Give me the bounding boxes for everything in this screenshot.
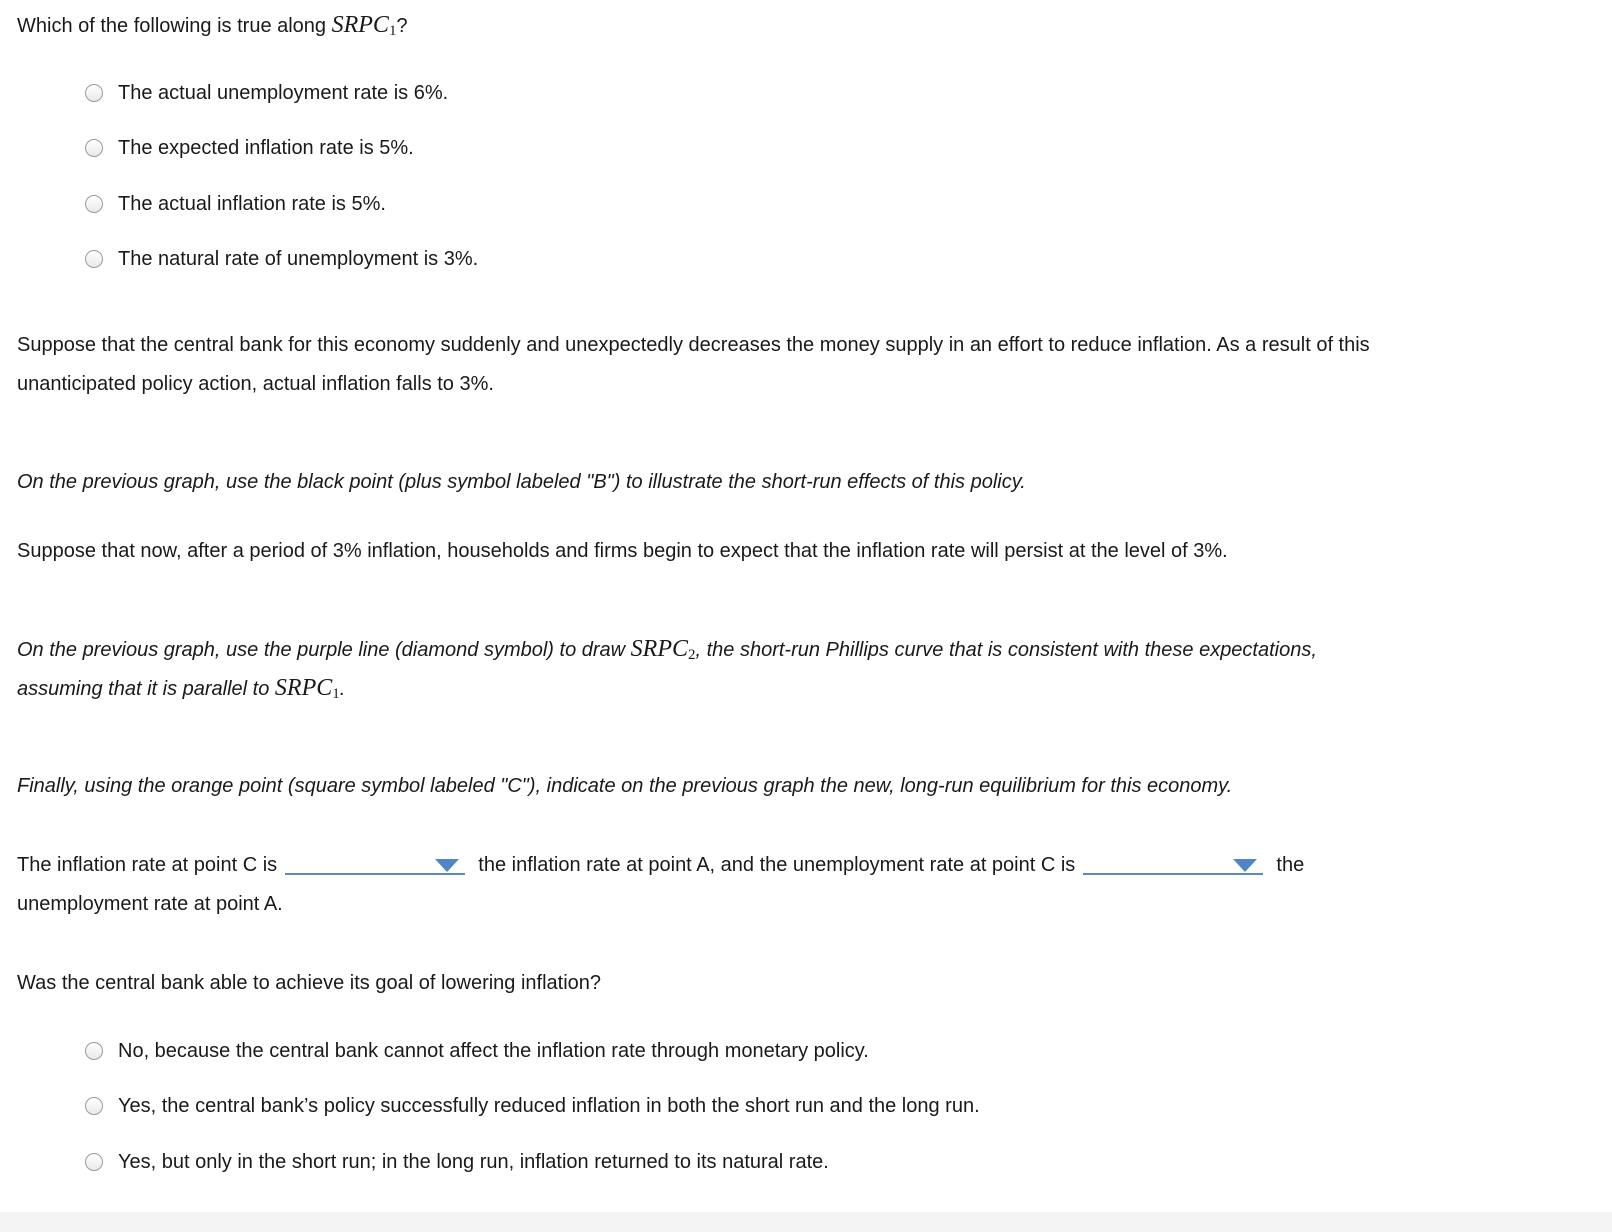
inflation-comparison-dropdown[interactable]: [285, 853, 465, 875]
instruction-point-b: On the previous graph, use the black point (plus symbol labeled "B") to illustrate the short-run effects of this policy.: [17, 471, 1026, 493]
q2-option-1[interactable]: [85, 1036, 869, 1066]
scenario-text-line-1: Suppose that the central bank for this economy suddenly and unexpectedly decreases the money supply in an effort to reduce inflation. As a result of this: [17, 334, 1370, 356]
srpc2-label: $SRPC_2$: [630, 636, 696, 663]
option-label: The expected inflation rate is 5%.: [118, 136, 414, 159]
unemployment-comparison-dropdown[interactable]: [1083, 853, 1263, 875]
comparison-line-1: The inflation rate at point C is the inflation rate at point A, and the unemployment rate at point C is the: [17, 854, 1305, 876]
comparison-line-2: unemployment rate at point A.: [17, 893, 283, 915]
scenario-text-line-2: unanticipated policy action, actual inflation falls to 3%.: [17, 373, 494, 395]
q1-option-2[interactable]: [85, 133, 414, 163]
option-label: No, because the central bank cannot affect the inflation rate through monetary policy.: [118, 1039, 869, 1062]
q1-option-4[interactable]: [85, 244, 478, 274]
instruction-srpc2-line-2: assuming that it is parallel to $SRPC_1$.: [17, 675, 346, 702]
page-bottom-edge: [0, 1212, 1612, 1232]
radio-button[interactable]: [85, 1097, 103, 1115]
option-label: Yes, the central bank’s policy successfully reduced inflation in both the short run and the long run.: [118, 1094, 980, 1117]
radio-button[interactable]: [85, 1042, 103, 1060]
option-label: The natural rate of unemployment is 3%.: [118, 247, 479, 270]
option-label: Yes, but only in the short run; in the long run, inflation returned to its natural rate.: [118, 1150, 829, 1173]
instruction-srpc2-line-1: On the previous graph, use the purple line (diamond symbol) to draw $SRPC_2$, the short-run Phillips curve that is consistent with these expectations,: [17, 636, 1317, 663]
q1-option-1[interactable]: [85, 78, 448, 108]
radio-button[interactable]: [85, 84, 103, 102]
question-1-prompt: Which of the following is true along $SRPC_1$?: [17, 12, 408, 39]
question-2-prompt: Was the central bank able to achieve its goal of lowering inflation?: [17, 972, 602, 994]
option-label: The actual unemployment rate is 6%.: [118, 81, 449, 104]
radio-button[interactable]: [85, 195, 103, 213]
q2-option-2[interactable]: [85, 1091, 980, 1121]
instruction-point-c: Finally, using the orange point (square symbol labeled "C"), indicate on the previous graph the new, long-run equilibrium for this economy.: [17, 775, 1233, 797]
expectations-text: Suppose that now, after a period of 3% inflation, households and firms begin to expect that the inflation rate will persist at the level of 3%.: [17, 540, 1228, 562]
radio-button[interactable]: [85, 1153, 103, 1171]
srpc1-label: $SRPC_1$: [274, 675, 340, 702]
option-label: The actual inflation rate is 5%.: [118, 192, 386, 215]
q2-option-3[interactable]: [85, 1147, 829, 1177]
dropdown-arrow-icon: [1233, 859, 1257, 872]
dropdown-arrow-icon: [435, 859, 459, 872]
radio-button[interactable]: [85, 139, 103, 157]
srpc1-label: $SRPC_1$: [331, 12, 397, 39]
q1-option-3[interactable]: [85, 189, 386, 219]
radio-button[interactable]: [85, 250, 103, 268]
